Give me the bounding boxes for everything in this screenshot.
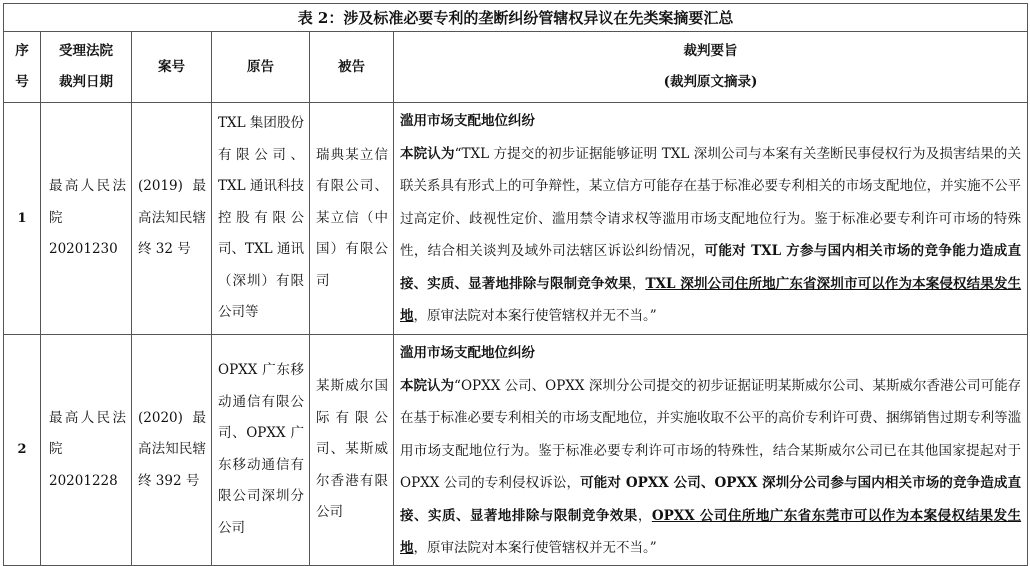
- header-defendant: 被告: [310, 32, 394, 103]
- row-date: 20201230: [49, 241, 118, 258]
- row-plaintiff: OPXX 广东移动通信有限公司、OPXX 广东移动通信有限公司深圳分公司: [212, 335, 310, 566]
- ruling-bold-underline: TXL 深圳公司住所地广东省深圳市可以作为本案侵权结果发生地: [400, 275, 1022, 324]
- ruling-lead: 本院认为: [400, 145, 455, 162]
- row-defendant: 某斯威尔国际有限公司、某斯威尔香港有限公司: [310, 335, 394, 566]
- row-court-date: [41, 103, 132, 335]
- ruling-end: ，原审法院对本案行使管辖权并无不当。”: [413, 540, 657, 556]
- ruling-lead: 本院认为: [400, 377, 455, 394]
- row-ruling: 滥用市场支配地位纠纷 本院认为“TXL 方提交的初步证据能够证明 TXL 深圳公司与本案有关垄断民事侵权行为及损害结果的关联关系具有形式上的可争辩性，某立信方可能存在基于标准必要专利相关的市场支配地位，并实施不公平过高定价、歧视性定价、滥用禁令请求权等滥用市场支配地位行为。鉴于标准必要专利许可市场的特殊性，结合相关谈判及域外司法辖区诉讼纠纷情况，可能对 TXL 方参与国内相关市场的竞争能力造成直接、实质、显著地排除与限制竞争效果，TXL 深圳公司住所地广东省深圳市可以作为本案侵权结果发生地，原审法院对本案行使管辖权并无不当。”: [394, 103, 1028, 335]
- case-summary-table: [3, 3, 1028, 566]
- row-case-no: (2019) 最高法知民辖终 32 号: [132, 103, 212, 335]
- ruling-bold-underline: OPXX 公司住所地广东省东莞市可以作为本案侵权结果发生地: [400, 507, 1022, 556]
- row-seq: 1: [4, 103, 41, 335]
- row-seq: 2: [4, 335, 41, 566]
- header-court-date: 受理法院 裁判日期: [41, 32, 132, 103]
- header-ruling: 裁判要旨 (裁判原文摘录): [394, 32, 1028, 103]
- row-plaintiff: TXL 集团股份有限公司、TXL 通讯科技控股有限公司、TXL 通讯（深圳）有限公司等: [212, 103, 310, 335]
- row-ruling: 滥用市场支配地位纠纷 本院认为“OPXX 公司、OPXX 深圳分公司提交的初步证据证明某斯威尔公司、某斯威尔香港公司可能存在基于标准必要专利相关的市场支配地位，并实施收取不公平的高价专利许可费、捆绑销售过期专利等滥用市场支配地位行为。鉴于标准必要专利许可市场的特殊性，结合某斯威尔公司已在其他国家提起对于 OPXX 公司的专利侵权诉讼，可能对 OPXX 公司、OPXX 深圳分公司参与国内相关市场的竞争造成直接、实质、显著地排除与限制竞争效果，OPXX 公司住所地广东省东莞市可以作为本案侵权结果发生地，原审法院对本案行使管辖权并无不当。”: [394, 335, 1028, 566]
- table-title: 表 2：涉及标准必要专利的垄断纠纷管辖权异议在先类案摘要汇总: [4, 4, 1028, 32]
- ruling-type: 滥用市场支配地位纠纷: [400, 345, 535, 361]
- ruling-bold: 可能对 OPXX 公司、OPXX 深圳分公司参与国内相关市场的竞争造成直接、实质、显著地排除与限制竞争效果: [400, 475, 1022, 524]
- ruling-bold: 可能对 TXL 方参与国内相关市场的竞争能力造成直接、实质、显著地排除与限制竞争效果: [400, 243, 1022, 292]
- ruling-type: 滥用市场支配地位纠纷: [400, 113, 535, 129]
- ruling-text: “OPXX 公司、OPXX 深圳分公司提交的初步证据证明某斯威尔公司、某斯威尔香港公司可能存在基于标准必要专利相关的市场支配地位，并实施收取不公平的高价专利许可费、捆绑销售过期专利等滥用市场支配地位行为。鉴于标准必要专利许可市场的特殊性，结合某斯威尔公司已在其他国家提起对于 OPXX 公司的专利侵权诉讼，: [400, 377, 1022, 491]
- header-row: [4, 32, 1028, 103]
- row-case-no: (2020) 最高法知民辖终 392 号: [132, 335, 212, 566]
- header-seq: 序 号: [4, 32, 41, 103]
- table-row: [4, 335, 1028, 566]
- header-case-no: 案号: [132, 32, 212, 103]
- ruling-text: “TXL 方提交的初步证据能够证明 TXL 深圳公司与本案有关垄断民事侵权行为及损害结果的关联关系具有形式上的可争辩性，某立信方可能存在基于标准必要专利相关的市场支配地位，并实施不公平过高定价、歧视性定价、滥用禁令请求权等滥用市场支配地位行为。鉴于标准必要专利许可市场的特殊性，结合相关谈判及域外司法辖区诉讼纠纷情况，: [400, 145, 1022, 259]
- row-court: 最高人民法院: [49, 409, 126, 457]
- header-plaintiff: 原告: [212, 32, 310, 103]
- ruling-end: ，原审法院对本案行使管辖权并无不当。”: [413, 308, 657, 324]
- row-court: 最高人民法院: [49, 178, 126, 226]
- row-court-date: [41, 335, 132, 566]
- row-defendant: 瑞典某立信有限公司、某立信（中国）有限公司: [310, 103, 394, 335]
- table-row: [4, 103, 1028, 335]
- row-date: 20201228: [49, 472, 118, 489]
